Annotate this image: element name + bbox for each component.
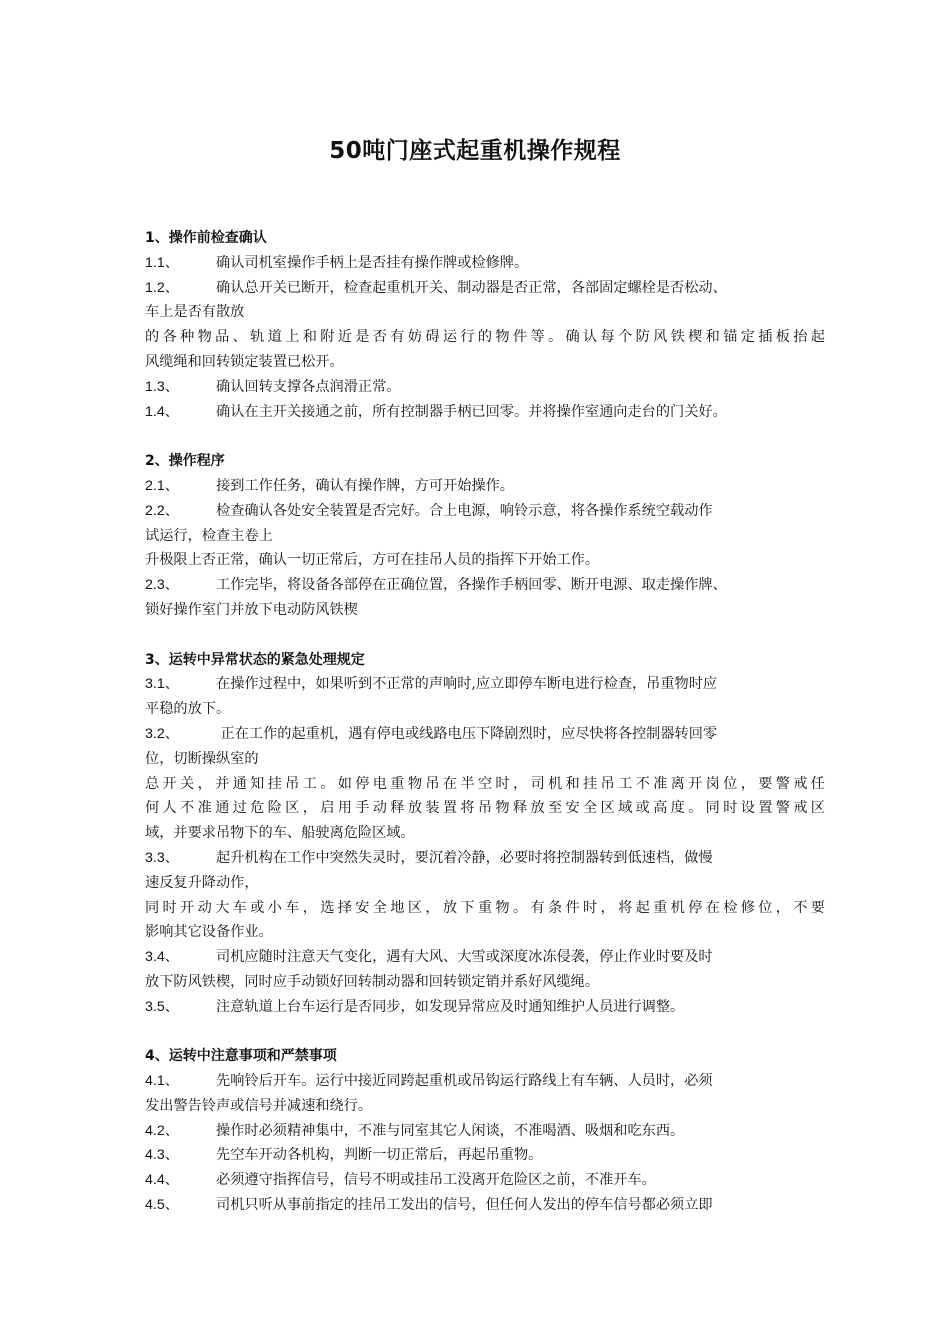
clause-text: 起升机构在工作中突然失灵时，要沉着冷静，必要时将控制器转到低速档，做慢 bbox=[216, 849, 713, 866]
clause-text: 车上是否有散放 bbox=[145, 304, 245, 321]
clause-line bbox=[145, 251, 825, 276]
clause-text: 锁好操作室门并放下电动防风铁楔 bbox=[145, 601, 358, 618]
clause-line bbox=[145, 375, 825, 400]
clause-text: 何人不准通过危险区，启用手动释放装置将吊物释放至安全区域或高度。同时设置警戒区 bbox=[145, 800, 825, 817]
document-body bbox=[145, 226, 825, 1218]
clause-text: 确认司机室操作手柄上是否挂有操作牌或检修牌。 bbox=[216, 254, 529, 271]
clause-continuation-line bbox=[145, 920, 825, 945]
clause-text: 确认总开关已断开，检查起重机开关、制动器是否正常，各部固定螺栓是否松动、 bbox=[216, 279, 727, 296]
clause-number: 1.4、 bbox=[145, 403, 179, 420]
clause-continuation-line bbox=[145, 548, 825, 573]
clause-number: 1.2、 bbox=[145, 279, 179, 296]
clause-continuation-line bbox=[145, 350, 825, 375]
section-heading: 1、操作前检查确认 bbox=[145, 230, 267, 246]
clause-continuation-line bbox=[145, 796, 825, 821]
clause-text: 平稳的放下。 bbox=[145, 701, 231, 718]
clause-number: 3.1、 bbox=[145, 676, 179, 693]
clause-number: 3.3、 bbox=[145, 849, 179, 866]
clause-number: 1.1、 bbox=[145, 254, 179, 271]
clause-continuation-line bbox=[145, 1094, 825, 1119]
clause-text: 试运行，检查主卷上 bbox=[145, 527, 273, 544]
clause-text: 操作时必须精神集中，不准与同室其它人闲谈，不准喝酒、吸烟和吃东西。 bbox=[216, 1122, 685, 1139]
clause-text: 风缆绳和回转锁定装置已松开。 bbox=[145, 353, 344, 370]
clause-number: 1.3、 bbox=[145, 378, 179, 395]
clause-text: 域，并要求吊物下的车、船驶离危险区域。 bbox=[145, 825, 415, 842]
clause-text: 确认在主开关接通之前，所有控制器手柄已回零。并将操作室通向走台的门关好。 bbox=[216, 403, 727, 420]
clause-text: 总开关，并通知挂吊工。如停电重物吊在半空时，司机和挂吊工不准离开岗位，要警戒任 bbox=[145, 775, 825, 792]
clause-line bbox=[145, 945, 825, 970]
clause-continuation-line bbox=[145, 697, 825, 722]
clause-continuation-line bbox=[145, 896, 825, 921]
section-heading: 3、运转中异常状态的紧急处理规定 bbox=[145, 651, 365, 668]
clause-text: 在操作过程中，如果听到不正常的声响时,应立即停车断电进行检查，吊重物时应 bbox=[216, 676, 718, 693]
clause-continuation-line bbox=[145, 772, 825, 797]
clause-continuation-line bbox=[145, 300, 825, 325]
clause-line bbox=[145, 474, 825, 499]
clause-line bbox=[145, 573, 825, 598]
clause-continuation-line bbox=[145, 871, 825, 896]
document-title: 50吨门座式起重机操作规程 bbox=[329, 138, 621, 164]
clause-text: 速反复升降动作， bbox=[145, 874, 259, 891]
clause-text: 检查确认各处安全装置是否完好。合上电源，响铃示意，将各操作系统空载动作 bbox=[216, 502, 713, 519]
clause-text: 司机只听从事前指定的挂吊工发出的信号，但任何人发出的停车信号都必须立即 bbox=[216, 1197, 713, 1214]
clause-number: 3.5、 bbox=[145, 998, 179, 1015]
clause-continuation-line bbox=[145, 821, 825, 846]
clause-line bbox=[145, 1119, 825, 1144]
clause-line bbox=[145, 672, 825, 697]
clause-continuation-line bbox=[145, 524, 825, 549]
clause-number: 2.2、 bbox=[145, 502, 179, 519]
clause-line bbox=[145, 400, 825, 425]
clause-line bbox=[145, 1168, 825, 1193]
clause-number: 4.5、 bbox=[145, 1197, 179, 1214]
section-heading: 2、操作程序 bbox=[145, 453, 225, 470]
clause-text: 正在工作的起重机，遇有停电或线路电压下降剧烈时，应尽快将各控制器转回零 bbox=[216, 725, 718, 742]
clause-number: 4.2、 bbox=[145, 1122, 179, 1139]
clause-number: 3.2、 bbox=[145, 725, 179, 742]
clause-line bbox=[145, 722, 825, 747]
clause-number: 3.4、 bbox=[145, 949, 179, 966]
clause-continuation-line bbox=[145, 325, 825, 350]
clause-line bbox=[145, 1143, 825, 1168]
clause-text: 接到工作任务，确认有操作牌，方可开始操作。 bbox=[216, 477, 514, 494]
clause-line bbox=[145, 1193, 825, 1218]
clause-text: 注意轨道上台车运行是否同步，如发现异常应及时通知维护人员进行调整。 bbox=[216, 998, 685, 1015]
clause-number: 2.1、 bbox=[145, 477, 179, 494]
clause-text: 确认回转支撑各点润滑正常。 bbox=[216, 378, 401, 395]
clause-text: 司机应随时注意天气变化，遇有大风、大雪或深度冰冻侵袭，停止作业时要及时 bbox=[216, 949, 713, 966]
section-spacer bbox=[145, 623, 825, 648]
clause-number: 4.3、 bbox=[145, 1147, 179, 1164]
clause-line bbox=[145, 995, 825, 1020]
clause-text: 升极限上否正常，确认一切正常后，方可在挂吊人员的指挥下开始工作。 bbox=[145, 552, 600, 569]
clause-line bbox=[145, 1069, 825, 1094]
section-heading: 4、运转中注意事项和严禁事项 bbox=[145, 1048, 337, 1065]
clause-line bbox=[145, 499, 825, 524]
clause-continuation-line bbox=[145, 747, 825, 772]
section-spacer bbox=[145, 424, 825, 449]
clause-text: 影响其它设备作业。 bbox=[145, 924, 273, 941]
clause-number: 4.4、 bbox=[145, 1172, 179, 1189]
clause-text: 放下防风铁楔，同时应手动锁好回转制动器和回转锁定销并系好风缆绳。 bbox=[145, 973, 600, 990]
section-spacer bbox=[145, 1020, 825, 1045]
clause-line bbox=[145, 276, 825, 301]
clause-text: 先响铃后开车。运行中接近同跨起重机或吊钩运行路线上有车辆、人员时，必须 bbox=[216, 1073, 713, 1090]
clause-text: 发出警告铃声或信号并减速和绕行。 bbox=[145, 1097, 373, 1114]
clause-number: 4.1、 bbox=[145, 1073, 179, 1090]
clause-number: 2.3、 bbox=[145, 577, 179, 594]
clause-continuation-line bbox=[145, 598, 825, 623]
clause-line bbox=[145, 846, 825, 871]
clause-text: 必须遵守指挥信号，信号不明或挂吊工没离开危险区之前，不准开车。 bbox=[216, 1172, 656, 1189]
clause-text: 的各种物品、轨道上和附近是否有妨碍运行的物件等。确认每个防风铁楔和锚定插板抬起 bbox=[145, 329, 825, 346]
clause-continuation-line bbox=[145, 970, 825, 995]
clause-text: 同时开动大车或小车，选择安全地区，放下重物。有条件时，将起重机停在检修位，不要 bbox=[145, 899, 825, 916]
clause-text: 工作完毕，将设备各部停在正确位置，各操作手柄回零、断开电源、取走操作牌、 bbox=[216, 577, 727, 594]
clause-text: 位，切断操纵室的 bbox=[145, 750, 259, 767]
clause-text: 先空车开动各机构，判断一切正常后，再起吊重物。 bbox=[216, 1147, 543, 1164]
